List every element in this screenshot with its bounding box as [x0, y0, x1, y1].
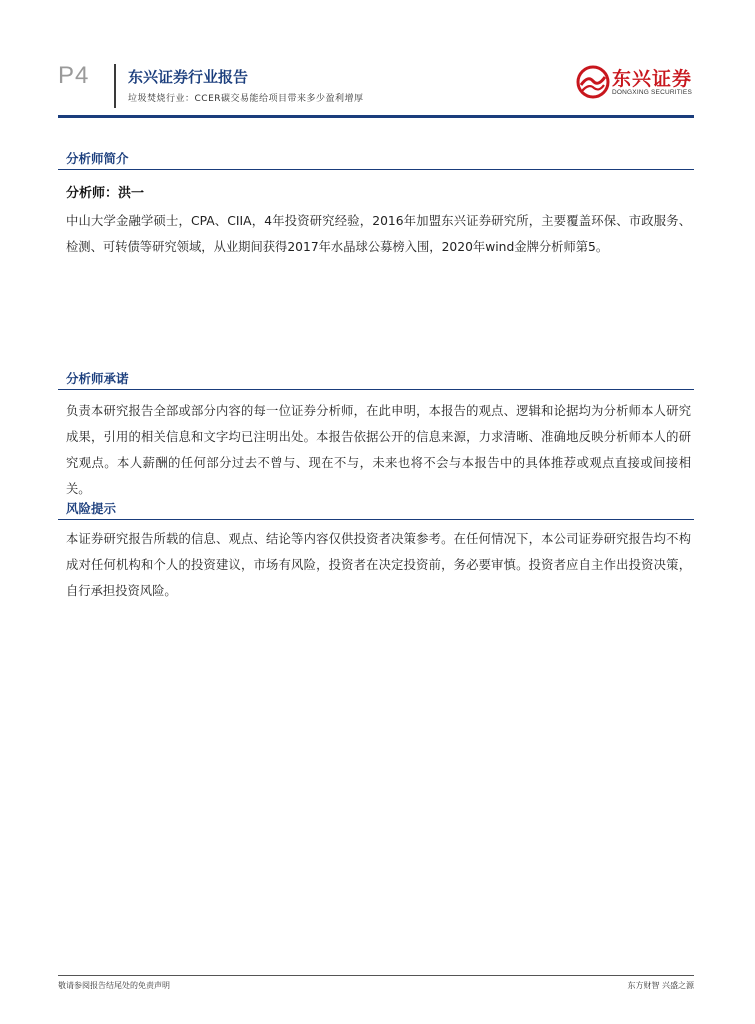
footer-disclaimer-note: 敬请参阅报告结尾处的免责声明 — [58, 981, 170, 990]
section-rule — [58, 389, 694, 390]
section-title: 分析师简介 — [66, 151, 129, 166]
section-header-analyst-intro — [58, 146, 694, 170]
logo-text-cn: 东兴证券 — [612, 68, 693, 90]
section-title: 风险提示 — [66, 501, 117, 516]
company-logo — [576, 62, 696, 102]
page-number: P4 — [58, 62, 90, 89]
section-rule — [58, 169, 694, 170]
report-title: 东兴证券行业报告 — [128, 68, 249, 86]
logo-text-en: DONGXING SECURITIES — [612, 89, 693, 96]
logo-emblem-icon — [576, 65, 610, 99]
header-divider — [114, 64, 116, 108]
section-header-risk-warning — [58, 496, 694, 520]
section-title: 分析师承诺 — [66, 371, 129, 386]
commitment-text: 负责本研究报告全部或部分内容的每一位证券分析师，在此申明，本报告的观点、逻辑和论据均为分析师本人研究成果，引用的相关信息和文字均已注明出处。本报告依据公开的信息来源，力求清晰、准确地反映分析师本人的研究观点。本人薪酬的任何部分过去不曾与、现在不与，未来也将不会与本报告中的具体推荐或观点直接或间接相关。 — [66, 404, 691, 496]
report-subtitle: 垃圾焚烧行业：CCER碳交易能给项目带来多少盈利增厚 — [128, 94, 364, 104]
analyst-bio: 中山大学金融学硕士，CPA、CIIA，4年投资研究经验，2016年加盟东兴证券研究所，主要覆盖环保、市政服务、检测、可转债等研究领域，从业期间获得2017年水晶球公募榜入围，2020年wind金牌分析师第5。 — [66, 214, 691, 254]
section-header-analyst-commitment — [58, 366, 694, 390]
footer-rule — [58, 975, 694, 976]
footer-slogan: 东方财智 兴盛之源 — [627, 981, 694, 990]
risk-text: 本证券研究报告所载的信息、观点、结论等内容仅供投资者决策参考。在任何情况下，本公司证券研究报告均不构成对任何机构和个人的投资建议，市场有风险，投资者在决定投资前，务必要审慎。投资者应自主作出投资决策，自行承担投资风险。 — [66, 532, 691, 598]
analyst-name: 分析师：洪一 — [66, 186, 145, 201]
section-rule — [58, 519, 694, 520]
header-rule — [58, 115, 694, 118]
